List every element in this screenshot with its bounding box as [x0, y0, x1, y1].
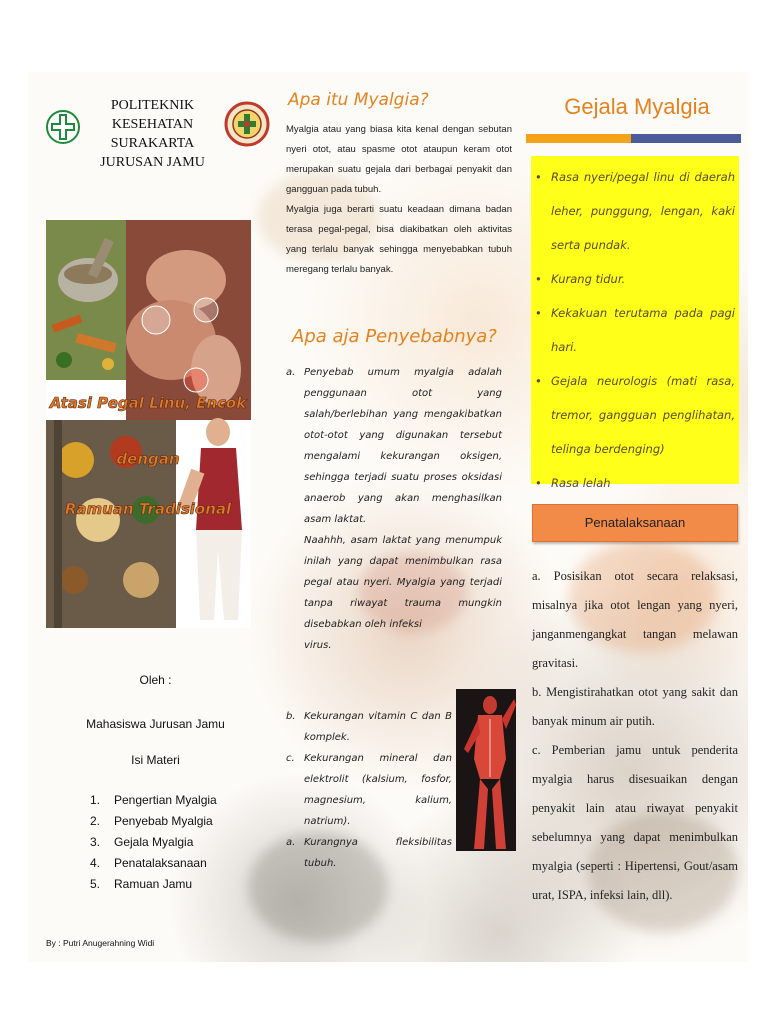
- treatment-item: b. Mengistirahatkan otot yang sakit dan banyak minum air putih.: [532, 685, 738, 728]
- symptom-item: • Rasa nyeri/pegal linu di daerah leher, punggung, lengan, kaki serta pundak.: [535, 170, 735, 252]
- poltekkes-logo: [46, 92, 80, 162]
- cause-item: b. Kekurangan vitamin C dan B komplek.: [286, 711, 452, 743]
- causes-list: [286, 362, 502, 656]
- title-underline-orange: [526, 134, 631, 143]
- what-paragraph: [286, 120, 512, 280]
- title-underline-blue: [631, 134, 741, 143]
- author-credit: By : Putri Anugerahning Widi: [46, 938, 155, 948]
- cause-item: a. Penyebab umum myalgia adalah penggunaan otot yang salah/berlebihan yang mengakibatkan otot-otot yang digunakan tersebut mengalami kekurangan oksigen, sehingga terjadi suatu proses oksidasi anaerob yang akan menghasilkan asam laktat.: [286, 367, 502, 525]
- jurusan-jamu-emblem: [224, 96, 270, 152]
- cause-item: c. Kekurangan mineral dan elektrolit (kalsium, fosfor, magnesium, kalium, natrium).: [286, 753, 452, 827]
- muscle-anatomy-image: [456, 689, 516, 851]
- what-p2: Myalgia juga berarti suatu keadaan dimana badan terasa pegal-pegal, bisa diakibatkan oleh aktivitas yang terlalu banyak sehingga menyebabkan tubuh meregang terlalu banyak.: [286, 204, 512, 275]
- institution-name: [80, 96, 225, 172]
- table-of-contents: [90, 790, 217, 895]
- toc-item: 2. Penyebab Myalgia: [90, 814, 213, 828]
- toc-item: 1. Pengertian Myalgia: [90, 793, 217, 807]
- cover-title-line: dengan: [116, 450, 180, 468]
- toc-title: Isi Materi: [131, 753, 180, 767]
- symptoms-box: [531, 156, 739, 490]
- symptom-item: • Gejala neurologis (mati rasa, tremor, gangguan penglihatan, telinga berdenging): [535, 374, 735, 456]
- credits: [68, 672, 243, 768]
- treatment-item: a. Posisikan otot secara relaksasi, misalnya jika otot lengan yang nyeri, janganmengangkat tangan melawan gravitasi.: [532, 569, 738, 670]
- treatment-title-box: Penatalaksanaan: [532, 504, 738, 542]
- cover-collage: [46, 220, 251, 628]
- causes-list-continued: [286, 706, 452, 874]
- cover-title-line: Atasi Pegal Linu, Encok: [49, 394, 247, 412]
- section-title-symptoms: Gejala Myalgia: [564, 94, 710, 119]
- symptom-item: • Kekakuan terutama pada pagi hari.: [535, 306, 735, 354]
- symptom-item: • Kurang tidur.: [535, 272, 626, 286]
- symptom-item: • Rasa lelah: [535, 476, 611, 490]
- section-title-causes: Apa aja Penyebabnya?: [292, 326, 497, 347]
- institution-line: SURAKARTA: [110, 136, 195, 151]
- cause-item: Naahhh, asam laktat yang menumpuk inilah yang dapat menimbulkan rasa pegal atau nyeri. Myalgia yang terjadi tanpa riwayat trauma mungkin disebabkan oleh infeksi: [304, 535, 502, 630]
- toc-item: 3. Gejala Myalgia: [90, 835, 194, 849]
- treatment-list: [532, 562, 738, 910]
- cover-title-line: Ramuan Tradisional: [64, 500, 232, 518]
- by-name: Mahasiswa Jurusan Jamu: [86, 717, 225, 731]
- treatment-item: c. Pemberian jamu untuk penderita myalgia harus disesuaikan dengan penyakit lain atau riwayat penyakit sebelumnya yang dapat menimbulkan myalgia (seperti : Hipertensi, Gout/asam urat, ISPA, infeksi lain, dll).: [532, 743, 738, 902]
- toc-item: 4. Penatalaksanaan: [90, 856, 207, 870]
- institution-line: POLITEKNIK KESEHATAN: [110, 98, 195, 132]
- cause-item: virus.: [304, 640, 332, 651]
- by-label: Oleh :: [139, 673, 172, 687]
- what-p1: Myalgia atau yang biasa kita kenal dengan sebutan nyeri otot, atau spasme otot ataupun keram otot merupakan suatu gejala dari berbagai penyakit dan gangguan pada tubuh.: [286, 124, 512, 195]
- section-title-what: Apa itu Myalgia?: [288, 90, 429, 110]
- cause-item: a. Kurangnya fleksibilitas tubuh.: [286, 837, 452, 869]
- brochure-page: [28, 72, 748, 962]
- toc-item: 5. Ramuan Jamu: [90, 877, 193, 891]
- institution-line: JURUSAN JAMU: [100, 155, 205, 170]
